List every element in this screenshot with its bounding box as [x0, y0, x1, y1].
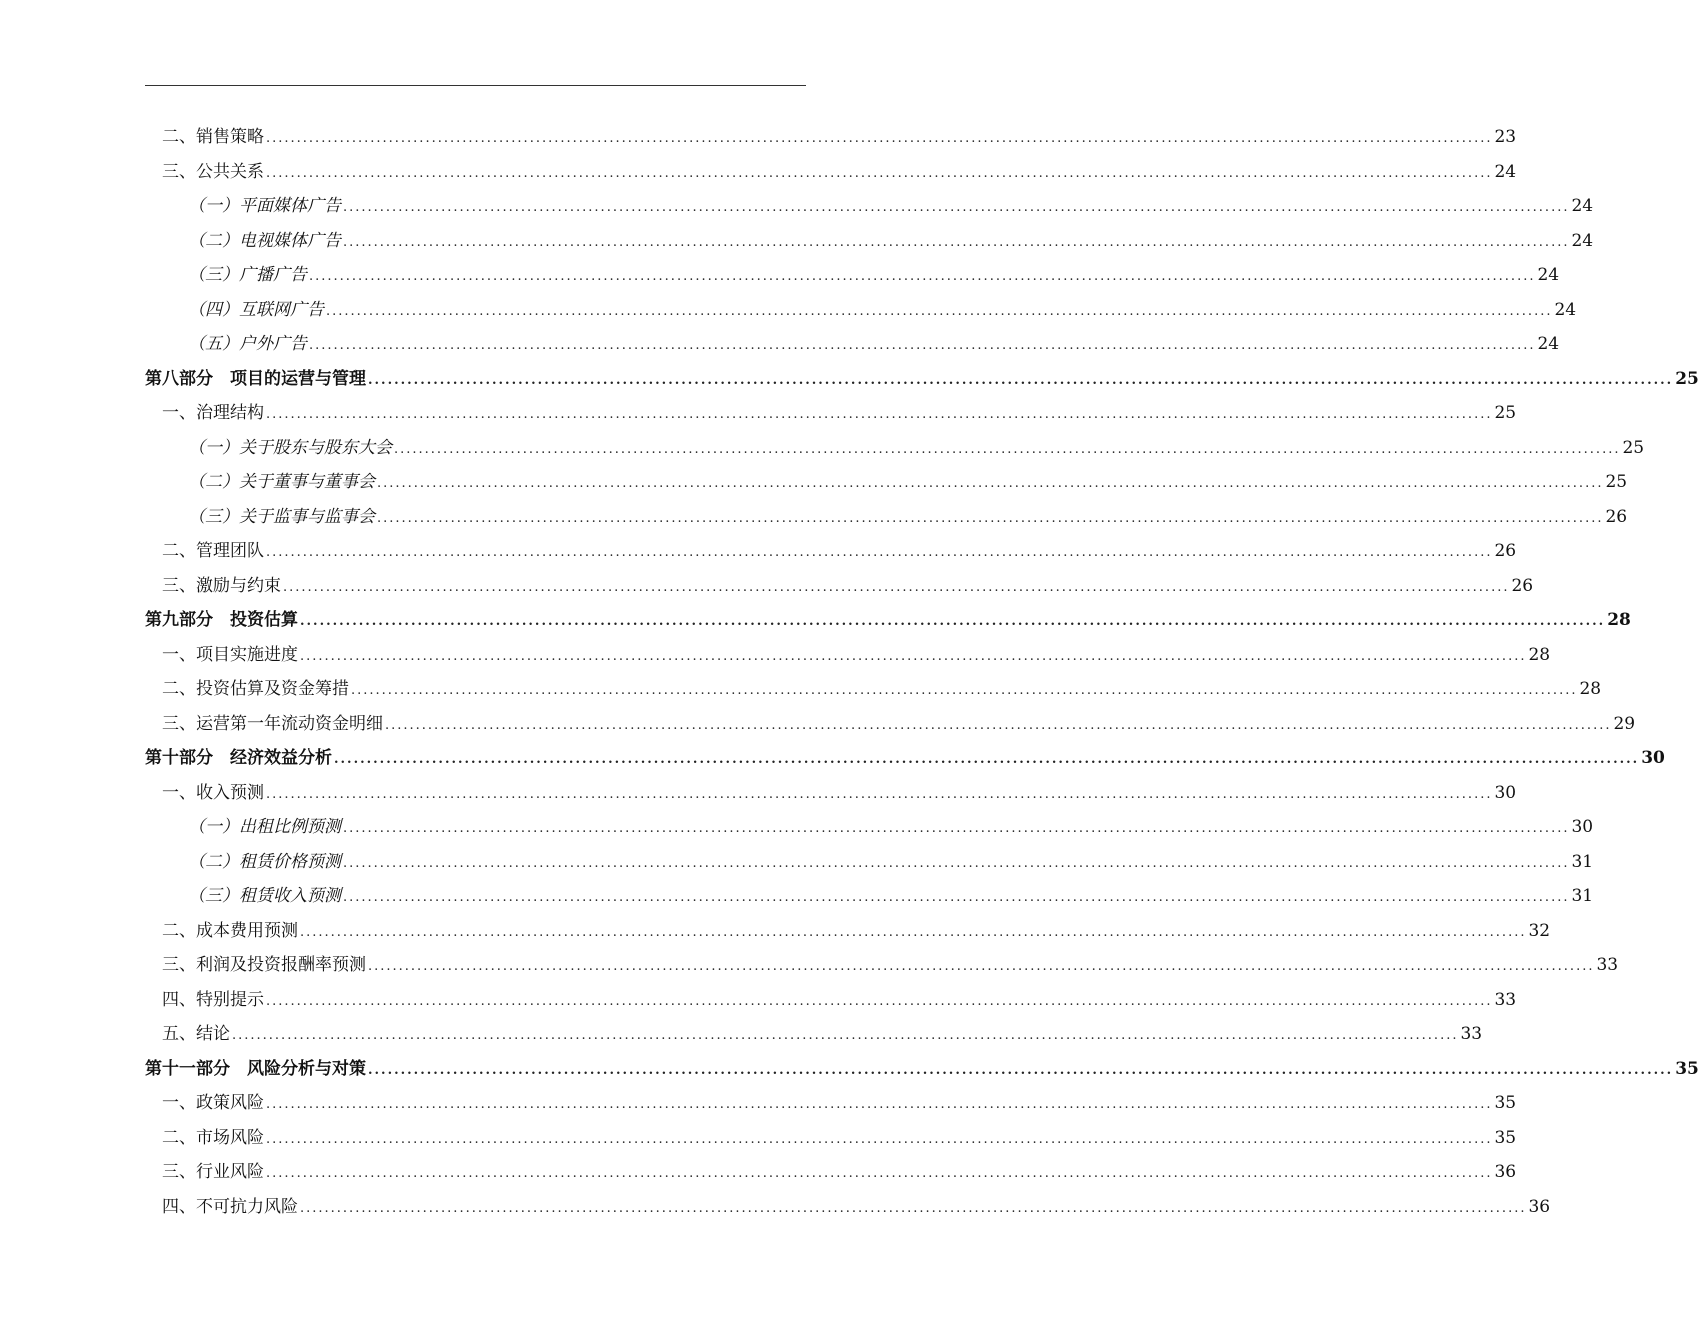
- toc-page-number: 24: [1554, 299, 1577, 320]
- toc-page-number: 28: [1528, 644, 1551, 665]
- toc-dot-leader: ........................................................................................................................................................................................................: [232, 1028, 1459, 1043]
- toc-dot-leader: ........................................................................................................................................................................................................: [309, 269, 1536, 284]
- toc-section-entry[interactable]: [145, 1190, 1551, 1225]
- toc-dot-leader: ........................................................................................................................................................................................................: [300, 924, 1527, 940]
- toc-page-number: 25: [1675, 368, 1699, 389]
- toc-entry-title: 二、管理团队: [162, 541, 264, 561]
- toc-page-number: 33: [1494, 989, 1517, 1010]
- toc-part-heading[interactable]: [145, 362, 1699, 397]
- toc-entry-title: （二）关于董事与董事会: [188, 472, 375, 492]
- toc-entry-title: （一）平面媒体广告: [188, 196, 341, 216]
- toc-entry-title: 三、公共关系: [162, 161, 264, 182]
- toc-page-number: 30: [1494, 782, 1517, 803]
- toc-page-number: 24: [1494, 161, 1517, 182]
- toc-page-number: 33: [1460, 1024, 1483, 1044]
- toc-dot-leader: ........................................................................................................................................................................................................: [385, 717, 1612, 733]
- toc-page-number: 24: [1571, 196, 1594, 216]
- toc-dot-leader: ........................................................................................................................................................................................................: [343, 890, 1570, 905]
- table-of-contents: [145, 120, 1699, 1224]
- toc-page-number: 30: [1571, 817, 1594, 837]
- toc-dot-leader: ........................................................................................................................................................................................................: [266, 1166, 1493, 1181]
- toc-page-number: 26: [1494, 541, 1517, 561]
- toc-section-entry[interactable]: [145, 396, 1517, 431]
- toc-entry-title: 三、利润及投资报酬率预测: [162, 955, 366, 975]
- toc-subsection-entry[interactable]: [145, 465, 1628, 500]
- toc-subsection-entry[interactable]: [145, 431, 1645, 466]
- toc-dot-leader: ........................................................................................................................................................................................................: [266, 1131, 1493, 1147]
- toc-entry-title: （三）租赁收入预测: [188, 886, 341, 906]
- toc-dot-leader: ........................................................................................................................................................................................................: [343, 234, 1570, 250]
- toc-page-number: 35: [1675, 1058, 1699, 1079]
- toc-entry-title: （三）广播广告: [188, 265, 307, 285]
- toc-section-entry[interactable]: [145, 1155, 1517, 1190]
- toc-entry-title: 二、成本费用预测: [162, 920, 298, 941]
- toc-subsection-entry[interactable]: [145, 810, 1594, 845]
- toc-page-number: 25: [1605, 472, 1628, 492]
- toc-dot-leader: ........................................................................................................................................................................................................: [343, 821, 1570, 836]
- toc-entry-title: 二、市场风险: [162, 1127, 264, 1148]
- toc-entry-title: 第十部分 经济效益分析: [145, 748, 332, 768]
- toc-page-number: 35: [1494, 1093, 1517, 1113]
- toc-section-entry[interactable]: [145, 983, 1517, 1018]
- toc-subsection-entry[interactable]: [145, 189, 1594, 224]
- toc-entry-title: （一）出租比例预测: [188, 817, 341, 837]
- toc-entry-title: （四）互联网广告: [188, 299, 324, 320]
- toc-entry-title: 五、结论: [162, 1024, 230, 1044]
- toc-entry-title: 第十一部分 风险分析与对策: [145, 1058, 366, 1079]
- toc-page-number: 32: [1528, 920, 1551, 941]
- toc-dot-leader: ........................................................................................................................................................................................................: [266, 1097, 1493, 1112]
- toc-dot-leader: ........................................................................................................................................................................................................: [266, 165, 1493, 181]
- toc-entry-title: 一、收入预测: [162, 782, 264, 803]
- toc-dot-leader: ........................................................................................................................................................................................................: [300, 648, 1527, 664]
- toc-dot-leader: ........................................................................................................................................................................................................: [266, 545, 1493, 560]
- toc-section-entry[interactable]: [145, 638, 1551, 673]
- toc-dot-leader: ........................................................................................................................................................................................................: [351, 683, 1578, 698]
- toc-page-number: 26: [1511, 575, 1534, 596]
- toc-section-entry[interactable]: [145, 1121, 1517, 1156]
- toc-entry-title: 二、销售策略: [162, 127, 264, 147]
- toc-section-entry[interactable]: [145, 1017, 1483, 1052]
- toc-page-number: 25: [1494, 403, 1517, 423]
- toc-dot-leader: ........................................................................................................................................................................................................: [266, 407, 1493, 422]
- toc-page-number: 33: [1596, 955, 1619, 975]
- toc-entry-title: （五）户外广告: [188, 334, 307, 354]
- toc-subsection-entry[interactable]: [145, 500, 1628, 535]
- toc-dot-leader: ........................................................................................................................................................................................................: [300, 614, 1606, 629]
- toc-part-heading[interactable]: [145, 1052, 1699, 1087]
- toc-page-number: 36: [1528, 1196, 1551, 1217]
- toc-entry-title: 第九部分 投资估算: [145, 610, 298, 630]
- toc-section-entry[interactable]: [145, 120, 1517, 155]
- toc-page-number: 25: [1622, 437, 1645, 458]
- toc-section-entry[interactable]: [145, 569, 1534, 604]
- toc-entry-title: 三、激励与约束: [162, 575, 281, 596]
- toc-entry-title: 四、不可抗力风险: [162, 1196, 298, 1217]
- toc-entry-title: （二）电视媒体广告: [188, 230, 341, 251]
- toc-section-entry[interactable]: [145, 776, 1517, 811]
- toc-subsection-entry[interactable]: [145, 845, 1594, 880]
- toc-section-entry[interactable]: [145, 948, 1619, 983]
- toc-dot-leader: ........................................................................................................................................................................................................: [300, 1200, 1527, 1216]
- toc-section-entry[interactable]: [145, 914, 1551, 949]
- toc-entry-title: 第八部分 项目的运营与管理: [145, 368, 366, 389]
- toc-part-heading[interactable]: [145, 741, 1665, 776]
- toc-entry-title: 一、治理结构: [162, 403, 264, 423]
- toc-dot-leader: ........................................................................................................................................................................................................: [266, 993, 1493, 1009]
- toc-subsection-entry[interactable]: [145, 258, 1560, 293]
- toc-dot-leader: ........................................................................................................................................................................................................: [343, 855, 1570, 871]
- header-rule: [145, 85, 806, 86]
- toc-entry-title: 一、项目实施进度: [162, 644, 298, 665]
- toc-entry-title: 一、政策风险: [162, 1093, 264, 1113]
- toc-page-number: 23: [1494, 127, 1517, 147]
- toc-section-entry[interactable]: [145, 1086, 1517, 1121]
- toc-dot-leader: ........................................................................................................................................................................................................: [394, 441, 1621, 457]
- toc-section-entry[interactable]: [145, 707, 1636, 742]
- toc-dot-leader: ........................................................................................................................................................................................................: [334, 752, 1640, 767]
- toc-page-number: 31: [1571, 851, 1594, 872]
- toc-entry-title: （一）关于股东与股东大会: [188, 437, 392, 458]
- toc-dot-leader: ........................................................................................................................................................................................................: [283, 579, 1510, 595]
- toc-dot-leader: ........................................................................................................................................................................................................: [266, 131, 1493, 146]
- toc-section-entry[interactable]: [145, 534, 1517, 569]
- toc-page-number: 24: [1571, 230, 1594, 251]
- toc-entry-title: 三、运营第一年流动资金明细: [162, 713, 383, 734]
- toc-page-number: 28: [1607, 610, 1631, 630]
- toc-dot-leader: ........................................................................................................................................................................................................: [368, 1062, 1674, 1078]
- toc-page-number: 29: [1613, 713, 1636, 734]
- toc-page-number: 31: [1571, 886, 1594, 906]
- toc-subsection-entry[interactable]: [145, 327, 1560, 362]
- toc-dot-leader: ........................................................................................................................................................................................................: [343, 200, 1570, 215]
- toc-subsection-entry[interactable]: [145, 293, 1577, 328]
- toc-dot-leader: ........................................................................................................................................................................................................: [368, 959, 1595, 974]
- toc-subsection-entry[interactable]: [145, 879, 1594, 914]
- toc-entry-title: 二、投资估算及资金筹措: [162, 679, 349, 699]
- toc-page-number: 24: [1537, 334, 1560, 354]
- toc-dot-leader: ........................................................................................................................................................................................................: [326, 303, 1553, 319]
- toc-page-number: 30: [1641, 748, 1665, 768]
- toc-dot-leader: ........................................................................................................................................................................................................: [309, 338, 1536, 353]
- toc-dot-leader: ........................................................................................................................................................................................................: [368, 372, 1674, 388]
- toc-part-heading[interactable]: [145, 603, 1631, 638]
- toc-dot-leader: ........................................................................................................................................................................................................: [266, 786, 1493, 802]
- toc-page-number: 28: [1579, 679, 1602, 699]
- toc-page-number: 24: [1537, 265, 1560, 285]
- toc-entry-title: （二）租赁价格预测: [188, 851, 341, 872]
- toc-section-entry[interactable]: [145, 672, 1602, 707]
- toc-subsection-entry[interactable]: [145, 224, 1594, 259]
- toc-section-entry[interactable]: [145, 155, 1517, 190]
- toc-entry-title: 三、行业风险: [162, 1162, 264, 1182]
- toc-page-number: 26: [1605, 506, 1628, 527]
- toc-entry-title: 四、特别提示: [162, 989, 264, 1010]
- toc-page-number: 35: [1494, 1127, 1517, 1148]
- toc-dot-leader: ........................................................................................................................................................................................................: [377, 476, 1604, 491]
- toc-page-number: 36: [1494, 1162, 1517, 1182]
- toc-dot-leader: ........................................................................................................................................................................................................: [377, 510, 1604, 526]
- toc-entry-title: （三）关于监事与监事会: [188, 506, 375, 527]
